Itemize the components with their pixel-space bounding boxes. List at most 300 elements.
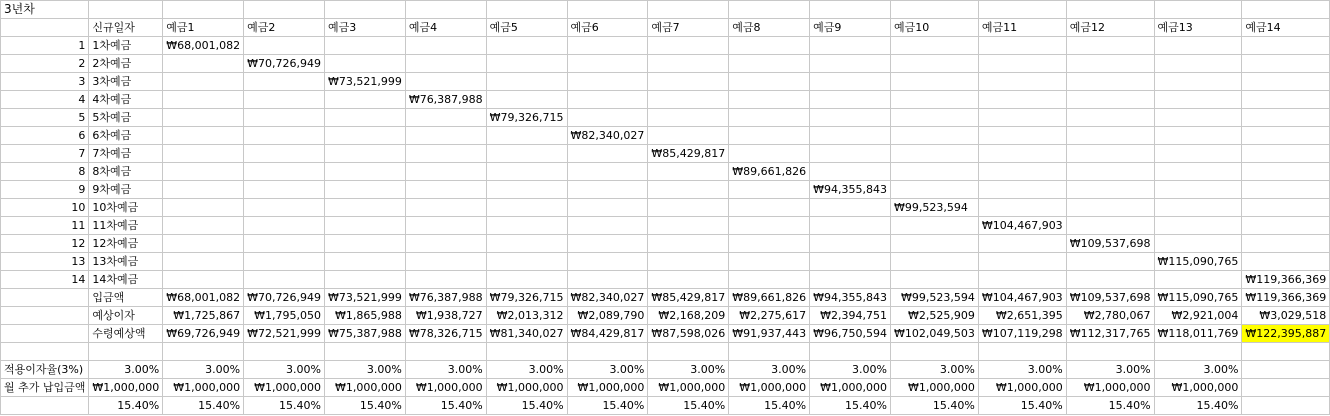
empty-cell[interactable] — [1066, 253, 1154, 271]
deposit-name[interactable]: 3차예금 — [89, 73, 163, 91]
empty-cell[interactable] — [244, 73, 325, 91]
summary-value[interactable]: ₩84,429,817 — [567, 325, 648, 343]
empty-cell[interactable] — [729, 73, 810, 91]
empty-cell[interactable] — [324, 217, 405, 235]
deposit-amount[interactable]: ₩115,090,765 — [1154, 253, 1242, 271]
empty-cell[interactable] — [163, 181, 244, 199]
empty-cell[interactable] — [1242, 253, 1330, 271]
empty-cell[interactable] — [1154, 127, 1242, 145]
settings-value[interactable]: ₩1,000,000 — [324, 379, 405, 397]
settings-value[interactable]: ₩1,000,000 — [810, 379, 891, 397]
empty-cell[interactable] — [729, 217, 810, 235]
empty-cell[interactable] — [890, 73, 978, 91]
empty-cell[interactable] — [244, 91, 325, 109]
settings-value[interactable]: 3.00% — [89, 361, 163, 379]
row-number[interactable]: 3 — [1, 73, 89, 91]
empty-cell[interactable] — [163, 127, 244, 145]
summary-value[interactable]: ₩115,090,765 — [1154, 289, 1242, 307]
deposit-name[interactable]: 6차예금 — [89, 127, 163, 145]
summary-value[interactable]: ₩1,865,988 — [324, 307, 405, 325]
empty-cell[interactable] — [729, 271, 810, 289]
empty-cell[interactable] — [648, 253, 729, 271]
empty-cell[interactable] — [244, 199, 325, 217]
empty-cell[interactable] — [978, 271, 1066, 289]
settings-value[interactable]: ₩1,000,000 — [1066, 379, 1154, 397]
deposit-name[interactable]: 2차예금 — [89, 55, 163, 73]
empty-cell[interactable] — [567, 199, 648, 217]
empty-cell[interactable] — [978, 343, 1066, 361]
empty-cell[interactable] — [648, 1, 729, 19]
empty-cell[interactable] — [163, 109, 244, 127]
empty-cell[interactable] — [810, 145, 891, 163]
empty-cell[interactable] — [729, 253, 810, 271]
empty-cell[interactable] — [890, 1, 978, 19]
empty-cell[interactable] — [567, 91, 648, 109]
empty-cell[interactable] — [1154, 217, 1242, 235]
summary-value[interactable]: ₩2,089,790 — [567, 307, 648, 325]
deposit-name[interactable]: 14차예금 — [89, 271, 163, 289]
empty-cell[interactable] — [324, 253, 405, 271]
empty-cell[interactable] — [567, 55, 648, 73]
empty-cell[interactable] — [405, 37, 486, 55]
row-number[interactable]: 1 — [1, 37, 89, 55]
empty-cell[interactable] — [1154, 163, 1242, 181]
empty-cell[interactable] — [244, 163, 325, 181]
deposit-amount[interactable]: ₩76,387,988 — [405, 91, 486, 109]
row-number[interactable]: 14 — [1, 271, 89, 289]
settings-value[interactable]: 3.00% — [729, 361, 810, 379]
settings-value[interactable]: 3.00% — [486, 361, 567, 379]
settings-value[interactable]: 15.40% — [648, 397, 729, 415]
empty-cell[interactable] — [405, 163, 486, 181]
empty-cell[interactable] — [1066, 217, 1154, 235]
empty-cell[interactable] — [163, 235, 244, 253]
empty-cell[interactable] — [567, 271, 648, 289]
deposit-amount[interactable]: ₩82,340,027 — [567, 127, 648, 145]
empty-cell[interactable] — [163, 343, 244, 361]
row-number[interactable]: 5 — [1, 109, 89, 127]
summary-value[interactable]: ₩2,275,617 — [729, 307, 810, 325]
empty-cell[interactable] — [486, 91, 567, 109]
empty-cell[interactable] — [1154, 91, 1242, 109]
settings-value[interactable]: 15.40% — [405, 397, 486, 415]
empty-cell[interactable] — [1066, 73, 1154, 91]
empty-cell[interactable] — [405, 109, 486, 127]
row-number[interactable]: 2 — [1, 55, 89, 73]
empty-cell[interactable] — [486, 37, 567, 55]
summary-value[interactable]: ₩72,521,999 — [244, 325, 325, 343]
empty-cell[interactable] — [1066, 181, 1154, 199]
empty-cell[interactable] — [486, 73, 567, 91]
empty-cell[interactable] — [244, 343, 325, 361]
empty-cell[interactable] — [810, 73, 891, 91]
empty-cell[interactable] — [244, 109, 325, 127]
header-new-date[interactable]: 신규일자 — [89, 19, 163, 37]
empty-cell[interactable] — [1066, 109, 1154, 127]
settings-value[interactable]: 3.00% — [567, 361, 648, 379]
deposit-name[interactable]: 4차예금 — [89, 91, 163, 109]
empty-cell[interactable] — [163, 199, 244, 217]
summary-value[interactable]: ₩82,340,027 — [567, 289, 648, 307]
empty-cell[interactable] — [810, 253, 891, 271]
empty-cell[interactable] — [244, 235, 325, 253]
header-deposit-3[interactable]: 예금3 — [324, 19, 405, 37]
empty-cell[interactable] — [163, 217, 244, 235]
empty-cell[interactable] — [1154, 181, 1242, 199]
empty-cell[interactable] — [729, 91, 810, 109]
empty-cell[interactable] — [163, 1, 244, 19]
header-deposit-9[interactable]: 예금9 — [810, 19, 891, 37]
empty-cell[interactable] — [1154, 37, 1242, 55]
empty-cell[interactable] — [729, 55, 810, 73]
settings-value[interactable]: 15.40% — [978, 397, 1066, 415]
header-deposit-13[interactable]: 예금13 — [1154, 19, 1242, 37]
empty-cell[interactable] — [890, 145, 978, 163]
deposit-amount[interactable]: ₩79,326,715 — [486, 109, 567, 127]
empty-cell[interactable] — [1066, 145, 1154, 163]
summary-value[interactable]: ₩94,355,843 — [810, 289, 891, 307]
empty-cell[interactable] — [405, 127, 486, 145]
empty-cell[interactable] — [1154, 109, 1242, 127]
empty-cell[interactable] — [244, 181, 325, 199]
empty-cell[interactable] — [244, 253, 325, 271]
empty-cell[interactable] — [1242, 217, 1330, 235]
summary-value[interactable]: ₩1,938,727 — [405, 307, 486, 325]
deposit-name[interactable]: 5차예금 — [89, 109, 163, 127]
settings-value[interactable]: ₩1,000,000 — [1154, 379, 1242, 397]
empty-cell[interactable] — [1242, 181, 1330, 199]
settings-value[interactable]: 15.40% — [567, 397, 648, 415]
empty-cell[interactable] — [89, 1, 163, 19]
deposit-amount[interactable]: ₩85,429,817 — [648, 145, 729, 163]
empty-cell[interactable] — [810, 55, 891, 73]
header-deposit-12[interactable]: 예금12 — [1066, 19, 1154, 37]
empty-cell[interactable] — [163, 55, 244, 73]
empty-cell[interactable] — [648, 109, 729, 127]
empty-cell[interactable] — [978, 109, 1066, 127]
settings-value[interactable]: 15.40% — [729, 397, 810, 415]
empty-cell[interactable] — [1, 343, 89, 361]
empty-cell[interactable] — [1066, 343, 1154, 361]
settings-value[interactable]: ₩1,000,000 — [729, 379, 810, 397]
empty-cell[interactable] — [648, 199, 729, 217]
deposit-amount[interactable]: ₩109,537,698 — [1066, 235, 1154, 253]
empty-cell[interactable] — [486, 271, 567, 289]
empty-cell[interactable] — [978, 145, 1066, 163]
summary-value[interactable]: ₩104,467,903 — [978, 289, 1066, 307]
empty-cell[interactable] — [1242, 163, 1330, 181]
row-number[interactable]: 13 — [1, 253, 89, 271]
summary-value[interactable]: ₩96,750,594 — [810, 325, 891, 343]
empty-cell[interactable] — [486, 181, 567, 199]
empty-cell[interactable] — [978, 235, 1066, 253]
deposit-name[interactable]: 10차예금 — [89, 199, 163, 217]
header-deposit-10[interactable]: 예금10 — [890, 19, 978, 37]
empty-cell[interactable] — [729, 181, 810, 199]
summary-value[interactable]: ₩112,317,765 — [1066, 325, 1154, 343]
empty-cell[interactable] — [810, 1, 891, 19]
header-deposit-8[interactable]: 예금8 — [729, 19, 810, 37]
settings-value[interactable]: 15.40% — [1154, 397, 1242, 415]
empty-cell[interactable] — [486, 145, 567, 163]
empty-cell[interactable] — [244, 127, 325, 145]
settings-label[interactable] — [1, 397, 89, 415]
deposit-name[interactable]: 11차예금 — [89, 217, 163, 235]
empty-cell[interactable] — [405, 199, 486, 217]
summary-value[interactable]: ₩107,119,298 — [978, 325, 1066, 343]
empty-cell[interactable] — [1, 325, 89, 343]
empty-cell[interactable] — [978, 1, 1066, 19]
empty-cell[interactable] — [324, 127, 405, 145]
empty-cell[interactable] — [648, 127, 729, 145]
settings-value[interactable]: 3.00% — [244, 361, 325, 379]
summary-value[interactable]: ₩73,521,999 — [324, 289, 405, 307]
empty-cell[interactable] — [324, 235, 405, 253]
empty-cell[interactable] — [163, 91, 244, 109]
empty-cell[interactable] — [1154, 1, 1242, 19]
row-number[interactable]: 8 — [1, 163, 89, 181]
row-number[interactable]: 4 — [1, 91, 89, 109]
empty-cell[interactable] — [1154, 235, 1242, 253]
empty-cell[interactable] — [324, 271, 405, 289]
settings-value[interactable]: 3.00% — [1154, 361, 1242, 379]
empty-cell[interactable] — [1, 19, 89, 37]
empty-cell[interactable] — [648, 91, 729, 109]
empty-cell[interactable] — [1154, 55, 1242, 73]
deposit-name[interactable]: 12차예금 — [89, 235, 163, 253]
deposit-amount[interactable]: ₩94,355,843 — [810, 181, 891, 199]
empty-cell[interactable] — [1154, 199, 1242, 217]
row-number[interactable]: 12 — [1, 235, 89, 253]
empty-cell[interactable] — [1066, 271, 1154, 289]
deposit-amount[interactable]: ₩104,467,903 — [978, 217, 1066, 235]
summary-label[interactable]: 수령예상액 — [89, 325, 163, 343]
summary-value[interactable]: ₩2,780,067 — [1066, 307, 1154, 325]
deposit-name[interactable]: 1차예금 — [89, 37, 163, 55]
empty-cell[interactable] — [648, 217, 729, 235]
empty-cell[interactable] — [810, 235, 891, 253]
empty-cell[interactable] — [1154, 73, 1242, 91]
settings-value[interactable]: ₩1,000,000 — [486, 379, 567, 397]
row-number[interactable]: 10 — [1, 199, 89, 217]
header-deposit-7[interactable]: 예금7 — [648, 19, 729, 37]
empty-cell[interactable] — [567, 145, 648, 163]
header-deposit-1[interactable]: 예금1 — [163, 19, 244, 37]
empty-cell[interactable] — [1154, 145, 1242, 163]
settings-value[interactable]: 3.00% — [324, 361, 405, 379]
empty-cell[interactable] — [1066, 163, 1154, 181]
empty-cell[interactable] — [890, 235, 978, 253]
empty-cell[interactable] — [978, 37, 1066, 55]
summary-value[interactable]: ₩75,387,988 — [324, 325, 405, 343]
summary-value[interactable]: ₩69,726,949 — [163, 325, 244, 343]
empty-cell[interactable] — [1066, 91, 1154, 109]
empty-cell[interactable] — [1066, 1, 1154, 19]
settings-value[interactable]: 3.00% — [978, 361, 1066, 379]
highlighted-total[interactable]: ₩122,395,887 — [1242, 325, 1330, 343]
empty-cell[interactable] — [405, 145, 486, 163]
empty-cell[interactable] — [244, 1, 325, 19]
row-number[interactable]: 7 — [1, 145, 89, 163]
empty-cell[interactable] — [729, 109, 810, 127]
empty-cell[interactable] — [324, 199, 405, 217]
summary-value[interactable]: ₩1,725,867 — [163, 307, 244, 325]
empty-cell[interactable] — [978, 163, 1066, 181]
summary-value[interactable]: ₩89,661,826 — [729, 289, 810, 307]
empty-cell[interactable] — [405, 253, 486, 271]
summary-value[interactable]: ₩2,525,909 — [890, 307, 978, 325]
summary-value[interactable]: ₩2,651,395 — [978, 307, 1066, 325]
empty-cell[interactable] — [567, 163, 648, 181]
empty-cell[interactable] — [648, 181, 729, 199]
empty-cell[interactable] — [324, 1, 405, 19]
settings-value[interactable]: 3.00% — [890, 361, 978, 379]
summary-value[interactable]: ₩78,326,715 — [405, 325, 486, 343]
empty-cell[interactable] — [648, 37, 729, 55]
empty-cell[interactable] — [648, 271, 729, 289]
summary-value[interactable]: ₩85,429,817 — [648, 289, 729, 307]
empty-cell[interactable] — [244, 37, 325, 55]
empty-cell[interactable] — [810, 271, 891, 289]
empty-cell[interactable] — [978, 91, 1066, 109]
empty-cell[interactable] — [978, 127, 1066, 145]
empty-cell[interactable] — [486, 343, 567, 361]
deposit-amount[interactable]: ₩68,001,082 — [163, 37, 244, 55]
empty-cell[interactable] — [810, 127, 891, 145]
settings-value[interactable]: 15.40% — [324, 397, 405, 415]
header-deposit-2[interactable]: 예금2 — [244, 19, 325, 37]
empty-cell[interactable] — [567, 1, 648, 19]
empty-cell[interactable] — [890, 37, 978, 55]
settings-value[interactable]: 15.40% — [89, 397, 163, 415]
empty-cell[interactable] — [486, 55, 567, 73]
summary-value[interactable]: ₩3,029,518 — [1242, 307, 1330, 325]
empty-cell[interactable] — [567, 217, 648, 235]
empty-cell[interactable] — [1242, 397, 1330, 415]
empty-cell[interactable] — [729, 199, 810, 217]
summary-value[interactable]: ₩109,537,698 — [1066, 289, 1154, 307]
empty-cell[interactable] — [648, 73, 729, 91]
summary-value[interactable]: ₩91,937,443 — [729, 325, 810, 343]
empty-cell[interactable] — [1242, 91, 1330, 109]
empty-cell[interactable] — [890, 181, 978, 199]
settings-value[interactable]: ₩1,000,000 — [567, 379, 648, 397]
empty-cell[interactable] — [890, 271, 978, 289]
empty-cell[interactable] — [729, 1, 810, 19]
empty-cell[interactable] — [567, 235, 648, 253]
empty-cell[interactable] — [567, 343, 648, 361]
empty-cell[interactable] — [810, 217, 891, 235]
empty-cell[interactable] — [729, 343, 810, 361]
empty-cell[interactable] — [810, 343, 891, 361]
empty-cell[interactable] — [324, 163, 405, 181]
empty-cell[interactable] — [890, 343, 978, 361]
summary-value[interactable]: ₩1,795,050 — [244, 307, 325, 325]
deposit-amount[interactable]: ₩119,366,369 — [1242, 271, 1330, 289]
settings-value[interactable]: 15.40% — [1066, 397, 1154, 415]
empty-cell[interactable] — [729, 37, 810, 55]
empty-cell[interactable] — [567, 73, 648, 91]
empty-cell[interactable] — [810, 109, 891, 127]
empty-cell[interactable] — [1242, 361, 1330, 379]
empty-cell[interactable] — [163, 73, 244, 91]
empty-cell[interactable] — [486, 217, 567, 235]
empty-cell[interactable] — [405, 271, 486, 289]
empty-cell[interactable] — [324, 55, 405, 73]
empty-cell[interactable] — [978, 199, 1066, 217]
empty-cell[interactable] — [486, 1, 567, 19]
empty-cell[interactable] — [486, 235, 567, 253]
deposit-amount[interactable]: ₩73,521,999 — [324, 73, 405, 91]
empty-cell[interactable] — [324, 343, 405, 361]
empty-cell[interactable] — [1066, 127, 1154, 145]
empty-cell[interactable] — [1066, 55, 1154, 73]
empty-cell[interactable] — [405, 1, 486, 19]
empty-cell[interactable] — [163, 271, 244, 289]
settings-value[interactable]: ₩1,000,000 — [405, 379, 486, 397]
empty-cell[interactable] — [486, 127, 567, 145]
empty-cell[interactable] — [324, 91, 405, 109]
summary-value[interactable]: ₩79,326,715 — [486, 289, 567, 307]
deposit-name[interactable]: 8차예금 — [89, 163, 163, 181]
empty-cell[interactable] — [324, 181, 405, 199]
empty-cell[interactable] — [324, 37, 405, 55]
empty-cell[interactable] — [405, 55, 486, 73]
empty-cell[interactable] — [405, 217, 486, 235]
empty-cell[interactable] — [978, 181, 1066, 199]
empty-cell[interactable] — [163, 253, 244, 271]
empty-cell[interactable] — [890, 91, 978, 109]
empty-cell[interactable] — [163, 145, 244, 163]
deposit-name[interactable]: 7차예금 — [89, 145, 163, 163]
summary-label[interactable]: 예상이자 — [89, 307, 163, 325]
empty-cell[interactable] — [1, 289, 89, 307]
settings-value[interactable]: ₩1,000,000 — [978, 379, 1066, 397]
summary-value[interactable]: ₩99,523,594 — [890, 289, 978, 307]
empty-cell[interactable] — [890, 127, 978, 145]
summary-value[interactable]: ₩76,387,988 — [405, 289, 486, 307]
header-deposit-4[interactable]: 예금4 — [405, 19, 486, 37]
empty-cell[interactable] — [567, 181, 648, 199]
settings-value[interactable]: ₩1,000,000 — [244, 379, 325, 397]
summary-value[interactable]: ₩81,340,027 — [486, 325, 567, 343]
empty-cell[interactable] — [1242, 145, 1330, 163]
empty-cell[interactable] — [405, 73, 486, 91]
empty-cell[interactable] — [890, 217, 978, 235]
deposit-amount[interactable]: ₩99,523,594 — [890, 199, 978, 217]
summary-value[interactable]: ₩2,168,209 — [648, 307, 729, 325]
empty-cell[interactable] — [890, 163, 978, 181]
settings-value[interactable]: ₩1,000,000 — [890, 379, 978, 397]
empty-cell[interactable] — [648, 235, 729, 253]
summary-value[interactable]: ₩102,049,503 — [890, 325, 978, 343]
empty-cell[interactable] — [978, 253, 1066, 271]
empty-cell[interactable] — [1154, 271, 1242, 289]
empty-cell[interactable] — [1242, 1, 1330, 19]
deposit-amount[interactable]: ₩70,726,949 — [244, 55, 325, 73]
empty-cell[interactable] — [244, 271, 325, 289]
empty-cell[interactable] — [163, 163, 244, 181]
empty-cell[interactable] — [890, 109, 978, 127]
empty-cell[interactable] — [1242, 235, 1330, 253]
header-deposit-5[interactable]: 예금5 — [486, 19, 567, 37]
header-deposit-11[interactable]: 예금11 — [978, 19, 1066, 37]
settings-value[interactable]: 15.40% — [163, 397, 244, 415]
sheet-title[interactable]: 3년차 — [1, 1, 89, 19]
empty-cell[interactable] — [1242, 55, 1330, 73]
empty-cell[interactable] — [729, 145, 810, 163]
empty-cell[interactable] — [244, 217, 325, 235]
